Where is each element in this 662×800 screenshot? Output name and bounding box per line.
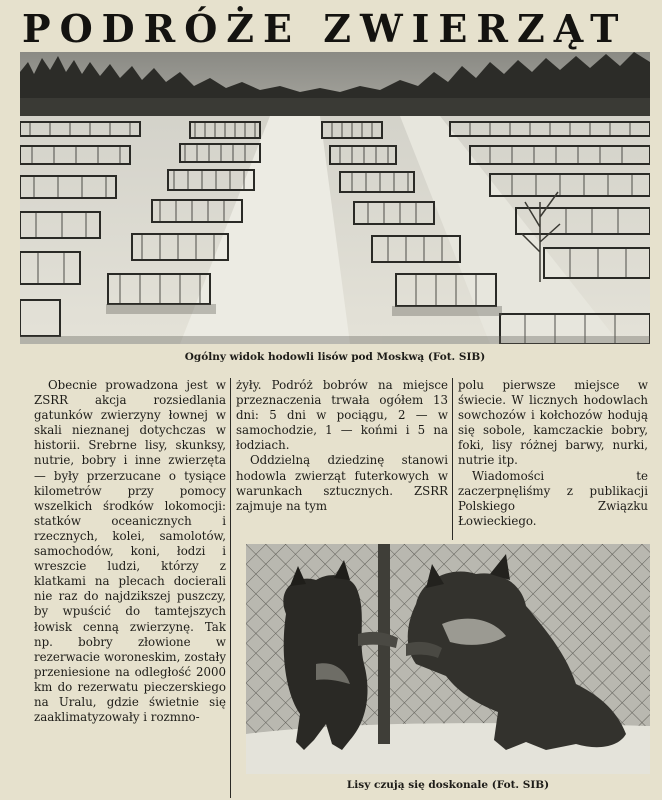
article-title: PODRÓŻE ZWIERZĄT xyxy=(22,6,628,51)
paragraph: polu pierwsze miejsce w świecie. W licznych hodowlach sowchozów i kołchozów hodują się sobole, kamczackie bobry, foki, lisy różnej barwy, nurki, nutrie itp. xyxy=(458,378,648,468)
article-column-3 xyxy=(458,378,648,544)
foxes-photo xyxy=(246,544,650,774)
photo-caption-top: Ogólny widok hodowli lisów pod Moskwą (Fot. SIB) xyxy=(184,351,486,363)
fox-farm-photo xyxy=(20,52,650,344)
paragraph: Wiadomości te zaczerpnęliśmy z publikacji Polskiego Związku Łowieckiego. xyxy=(458,468,648,528)
photo-caption-bottom: Lisy czują się doskonale (Fot. SIB) xyxy=(346,779,550,791)
paragraph: Obecnie prowadzona jest w ZSRR akcja rozsiedlania gatunków zwierzyny łownej w skali nieznanej dotychczas w historii. Srebrne lisy, skunksy, nutrie, bobry i inne zwierzęta — były przerzucane o tysiące kilometrów przy pomocy wszelkich środków lokomocji: statków oceanicznych i rzecznych, kolei, samolotów, samochodów, koni, łodzi i wreszcie ludzi, którzy z klatkami na plecach docierali nie raz do najdzikszej puszczy, by wpuścić do tamtejszych łowisk cenną zwierzynę. Tak np. bobry złowione w rezerwacie woroneskim, zostały przeniesione na odległość 2000 km do rezerwatu pieczerskiego na Uralu, gdzie świetnie się zaaklimatyzowały i rozmno- xyxy=(34,378,226,725)
article-column-2 xyxy=(236,378,448,536)
article-column-1 xyxy=(34,378,226,796)
column-rule xyxy=(230,378,231,798)
paragraph: Oddzielną dziedzinę stanowi hodowla zwierząt futerkowych w warunkach sztucznych. ZSRR zajmuje na tym xyxy=(236,453,448,513)
paragraph: żyły. Podróż bobrów na miejsce przeznaczenia trwała ogółem 13 dni: 5 dni w pociągu, 2 — w samochodzie, 1 — końmi i 5 na łodziach. xyxy=(236,378,448,453)
column-rule xyxy=(452,378,453,540)
